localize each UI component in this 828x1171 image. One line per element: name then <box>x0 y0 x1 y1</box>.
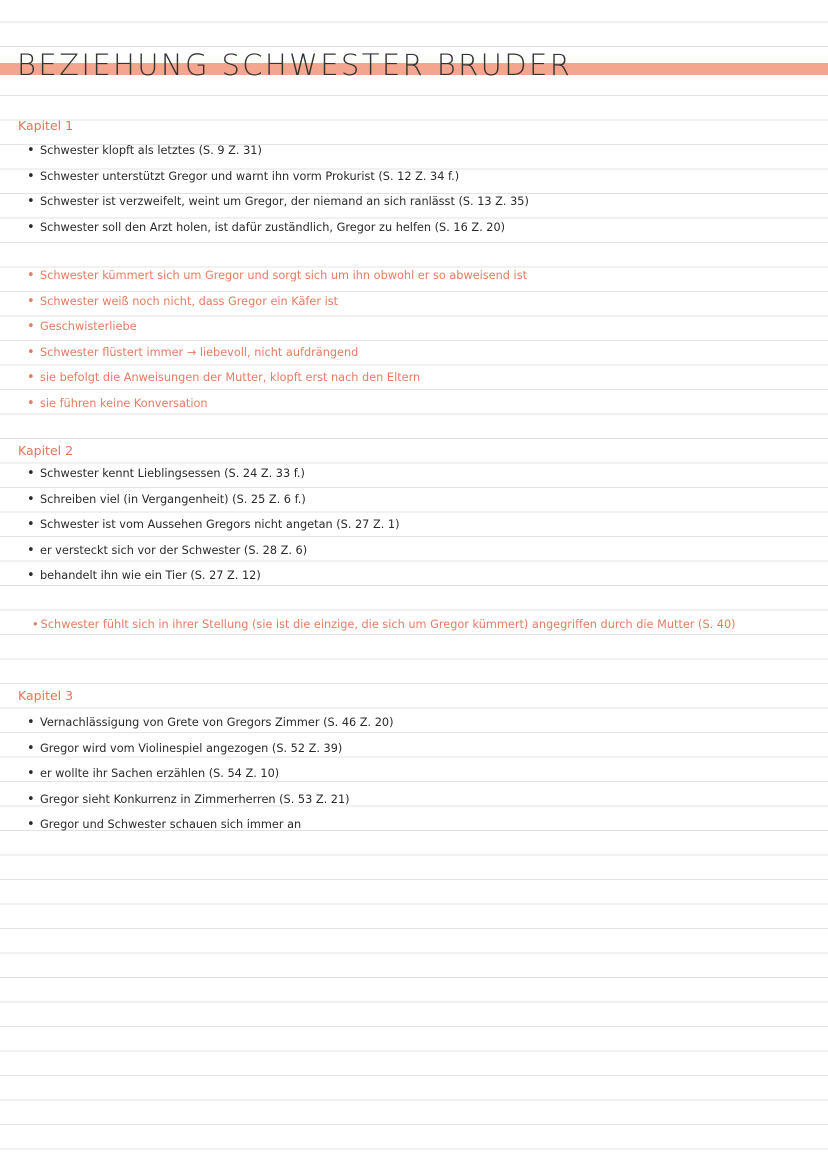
chapter-3-heading: Kapitel 3 <box>18 688 74 703</box>
list-item: • er versteckt sich vor der Schwester (S. 28 Z. 6) <box>24 538 399 564</box>
list-item: • Schwester unterstützt Gregor und warnt ihn vorm Prokurist (S. 12 Z. 34 f.) <box>24 164 529 190</box>
observation-text: Schwester fühlt sich in ihrer Stellung (sie ist die einzige, die sich um Gregor kümmert) angegriffen durch die Mutter (S. 40) <box>40 618 736 631</box>
list-item: • Gregor wird vom Violinespiel angezogen (S. 52 Z. 39) <box>24 736 394 762</box>
list-item: • er wollte ihr Sachen erzählen (S. 54 Z. 10) <box>24 761 394 787</box>
list-item: • Schwester kennt Lieblingsessen (S. 24 Z. 33 f.) <box>24 461 399 487</box>
list-item: • Schwester ist vom Aussehen Gregors nicht angetan (S. 27 Z. 1) <box>24 512 399 538</box>
list-item: • sie befolgt die Anweisungen der Mutter, klopft erst nach den Eltern <box>24 365 527 391</box>
list-item: • Geschwisterliebe <box>24 314 527 340</box>
bullet-icon: • <box>32 618 39 631</box>
list-item: • sie führen keine Konversation <box>24 391 527 417</box>
list-item: • Schwester soll den Arzt holen, ist dafür zuständlich, Gregor zu helfen (S. 16 Z. 20) <box>24 215 529 241</box>
list-item: • Schwester ist verzweifelt, weint um Gregor, der niemand an sich ranlässt (S. 13 Z. 35) <box>24 189 529 215</box>
list-item: • Schwester klopft als letztes (S. 9 Z. 31) <box>24 138 529 164</box>
chapter-2-notes <box>24 461 399 589</box>
chapter-3-notes <box>24 710 394 838</box>
chapter-1-observations <box>24 263 527 416</box>
chapter-1-heading: Kapitel 1 <box>18 118 74 133</box>
list-item: • Gregor sieht Konkurrenz in Zimmerherren (S. 53 Z. 21) <box>24 787 394 813</box>
chapter-2-observation <box>32 612 792 637</box>
list-item: • Vernachlässigung von Grete von Gregors Zimmer (S. 46 Z. 20) <box>24 710 394 736</box>
list-item: • Schwester kümmert sich um Gregor und sorgt sich um ihn obwohl er so abweisend ist <box>24 263 527 289</box>
list-item: • Gregor und Schwester schauen sich immer an <box>24 812 394 838</box>
page-title: BEZIEHUNG SCHWESTER BRUDER <box>17 48 573 82</box>
list-item: • Schreiben viel (in Vergangenheit) (S. 25 Z. 6 f.) <box>24 487 399 513</box>
chapter-2-heading: Kapitel 2 <box>18 443 74 458</box>
list-item: • behandelt ihn wie ein Tier (S. 27 Z. 12) <box>24 563 399 589</box>
chapter-1-notes <box>24 138 529 240</box>
list-item: • Schwester weiß noch nicht, dass Gregor ein Käfer ist <box>24 289 527 315</box>
list-item: • Schwester flüstert immer → liebevoll, nicht aufdrängend <box>24 340 527 366</box>
